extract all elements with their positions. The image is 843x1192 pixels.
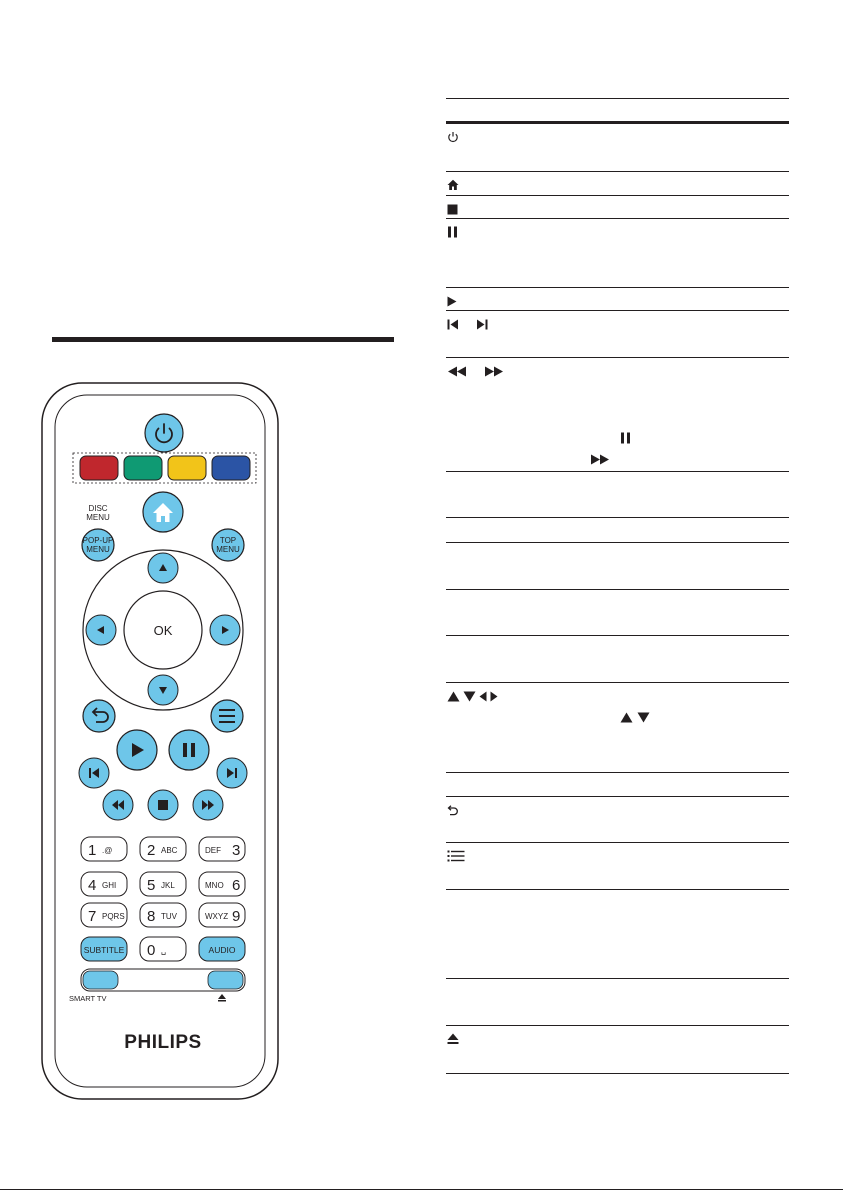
svg-text:SUBTITLE: SUBTITLE [83,945,125,955]
svg-text:POP-UP: POP-UP [82,536,114,545]
button-function-table [446,98,789,1074]
keypad-digit: 3 [232,842,241,859]
pause-icon [620,432,631,444]
keypad-letters: MNO [205,881,224,890]
remote-rewind-button [103,790,133,820]
remote-smart-tv-button [83,971,118,989]
left-icon [479,691,487,702]
philips-logo: PHILIPS [124,1032,202,1053]
svg-text:MENU: MENU [86,545,110,554]
right-icon [490,691,498,702]
svg-text:MENU: MENU [216,545,240,554]
table-row [446,590,789,636]
table-row [446,1026,789,1074]
table-row [446,358,789,472]
green-key[interactable] [124,456,162,480]
table-row-key [447,294,457,308]
up-icon [447,691,460,702]
table-row-key [447,364,504,378]
keypad-letters: JKL [161,881,175,890]
power-icon [447,131,459,143]
remote-home-button [143,492,183,532]
keypad-1-button[interactable] [81,837,127,861]
keypad-4-button[interactable] [81,872,127,896]
eject-icon [447,1033,459,1045]
page-bottom-rule [0,1189,843,1190]
keypad-digit: 1 [88,842,97,859]
remote-audio-button [199,937,245,961]
table-row [446,219,789,288]
table-row [446,172,789,196]
section-rule [52,337,394,342]
nav-left-button [86,615,116,645]
keypad-digit: 7 [88,908,97,925]
nav-down-button [148,675,178,705]
svg-text:OK: OK [153,623,173,638]
disc-menu-label: DISC MENU [86,504,110,522]
remote-next-button [217,758,247,788]
table-row [446,288,789,311]
keypad-3-button[interactable] [199,837,245,861]
keypad-digit: 2 [147,842,156,859]
nav-up-button [148,553,178,583]
table-row [446,773,789,797]
remote-back-button [83,700,115,732]
stop-icon [447,204,458,215]
keypad-8-button[interactable] [140,903,186,927]
table-header-row [446,99,789,121]
keypad-0-button[interactable] [140,937,186,961]
remote-options-button [211,700,243,732]
options-icon [447,850,465,862]
previous-icon [447,319,459,330]
keypad-letters: GHI [102,881,117,890]
table-row [446,196,789,219]
back-icon [447,805,458,816]
remote-previous-button [79,758,109,788]
table-row-key [447,178,459,192]
table-row-key [447,202,458,216]
remote-fast-forward-button [193,790,223,820]
remote-power-button [145,414,183,452]
table-row [446,124,789,172]
svg-text:SMART TV: SMART TV [69,994,107,1003]
keypad-digit: 0 [147,942,156,959]
keypad-letters: PQRS [102,912,125,921]
keypad-digit: 9 [232,908,241,925]
table-row-key [447,849,465,863]
stop-icon [158,800,168,810]
svg-text:AUDIO: AUDIO [208,945,236,955]
nav-right-button [210,615,240,645]
keypad-7-button[interactable] [81,903,127,927]
table-row-key [447,1032,459,1046]
blue-key[interactable] [212,456,250,480]
next-icon [476,319,488,330]
keypad-6-button[interactable] [199,872,245,896]
table-row [446,518,789,543]
keypad-letters: .@ [102,846,113,855]
keypad-2-button[interactable] [140,837,186,861]
remote-subtitle-button [81,937,127,961]
table-row-key [447,689,498,703]
keypad-digit: 8 [147,908,156,925]
remote-play-button [117,730,157,770]
table-row-key [447,317,488,331]
remote-stop-button [148,790,178,820]
keypad-letters: DEF [205,846,221,855]
keypad-9-button[interactable] [199,903,245,927]
up-icon [620,712,633,723]
remote-eject-button [208,971,243,989]
down-icon [463,691,476,702]
rewind-icon [447,366,467,377]
keypad-digit: 4 [88,877,97,894]
keypad-letters: WXYZ [205,912,229,921]
table-row [446,636,789,683]
keypad-5-button[interactable] [140,872,186,896]
table-row-key [447,130,459,144]
svg-text:TOP: TOP [219,536,237,545]
table-row-key [447,225,458,239]
table-row [446,890,789,979]
fast-forward-icon [484,366,504,377]
keypad-letters: ␣ [161,946,167,955]
home-icon [447,179,459,191]
red-key[interactable] [80,456,118,480]
remote-pause-button [169,730,209,770]
keypad-letters: TUV [161,912,177,921]
table-row [446,843,789,890]
table-row [446,543,789,590]
keypad-letters: ABC [161,846,178,855]
down-icon [637,712,650,723]
yellow-key[interactable] [168,456,206,480]
fast-forward-icon [590,454,610,465]
table-row [446,683,789,773]
keypad-digit: 6 [232,877,241,894]
table-row [446,797,789,843]
table-row [446,472,789,518]
remote-top-menu-button [212,529,244,561]
table-row-key [447,803,458,817]
keypad-digit: 5 [147,877,156,894]
pause-icon [447,226,458,238]
table-row [446,979,789,1026]
remote-popup-menu-button [82,529,114,561]
play-icon [447,296,457,307]
table-row [446,311,789,358]
